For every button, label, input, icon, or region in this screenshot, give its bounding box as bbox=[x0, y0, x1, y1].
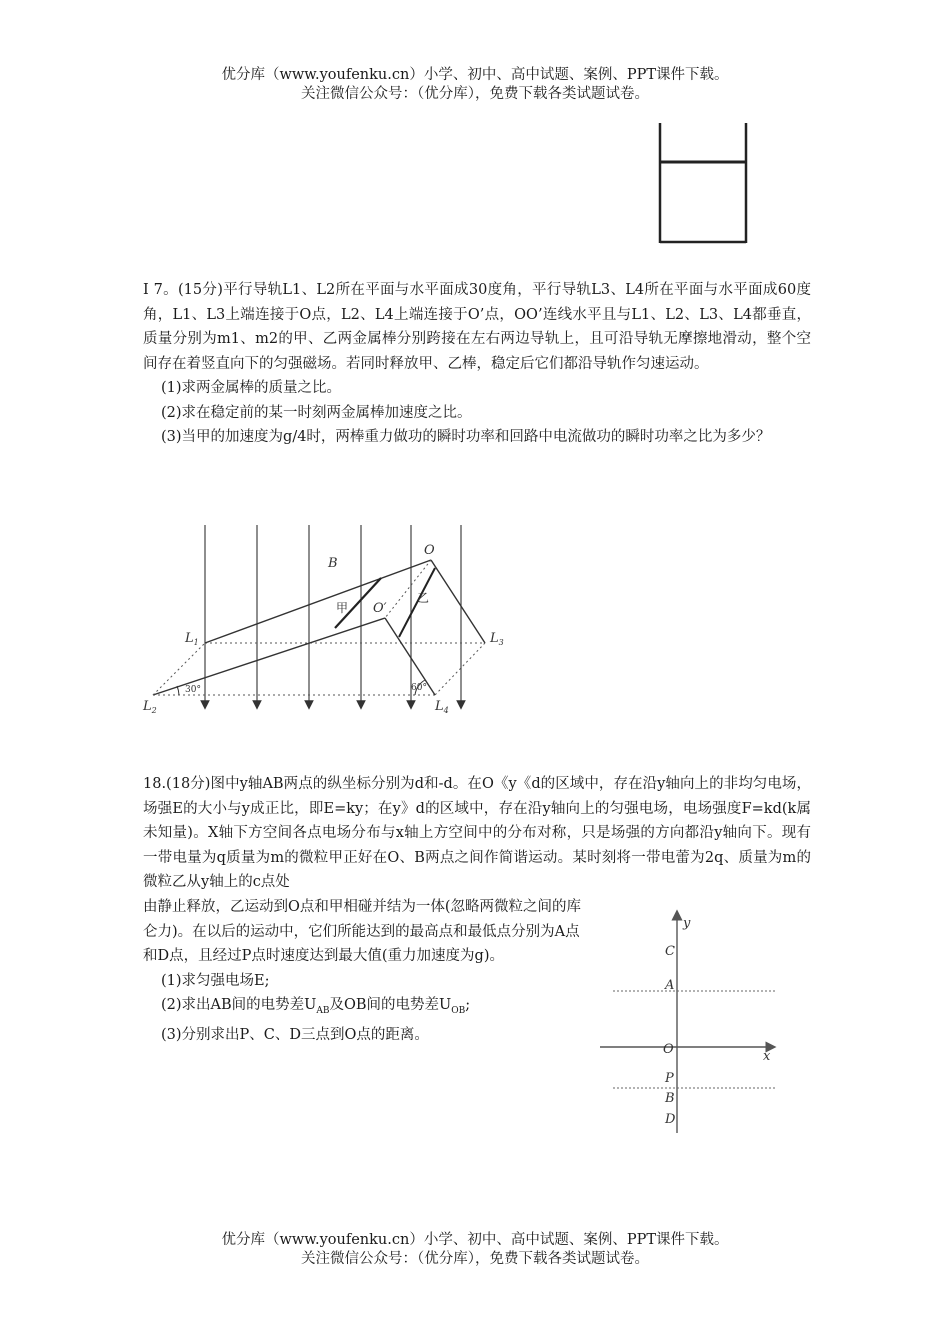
q18-sub-3: (3)分别求出P、C、D三点到O点的距离。 bbox=[161, 1027, 429, 1044]
label-b: B bbox=[328, 556, 338, 571]
label-c: C bbox=[665, 944, 675, 959]
q18-stem-wide: 18.(18分)图中y轴AB两点的纵坐标分别为d和-d。在O《y《d的区域中，存在沿y轴向上的非均匀电场，场强E的大小与y成正比，即E=ky；在y》d的区域中，存在沿y轴向上的匀强电场，电场强度F=kd(k属未知量)。X轴下方空间各点电场分布与x轴上方空间中的分布对称，只是场强的方向都沿y轴向下。现有一带电量为q质量为m的微粒甲正好在O、B两点之间作简谐运动。某时刻将一带电蕾为2q、质量为m的微粒乙从y轴上的c点处 bbox=[143, 776, 811, 890]
angle-30-arc bbox=[177, 686, 179, 695]
q17-sub-1: (1)求两金属棒的质量之比。 bbox=[161, 380, 342, 396]
q17-rails-figure bbox=[135, 520, 535, 720]
label-d: D bbox=[665, 1112, 676, 1127]
rail-l2 bbox=[153, 618, 385, 695]
label-l3: $L_3$ bbox=[490, 631, 504, 647]
label-o: O bbox=[424, 543, 435, 558]
header-line-1: 优分库（www.youfenku.cn）小学、初中、高中试题、案例、PPT课件下载。 bbox=[221, 67, 729, 83]
page-header bbox=[0, 66, 950, 104]
container-figure bbox=[650, 118, 760, 248]
label-b: B bbox=[665, 1091, 675, 1106]
label-p: P bbox=[665, 1071, 674, 1086]
label-yi: 乙 bbox=[417, 591, 430, 605]
rail-l4 bbox=[385, 618, 435, 695]
label-o: O bbox=[663, 1042, 674, 1057]
label-jia: 甲 bbox=[336, 601, 349, 615]
q18-sub-2: (2)求出AB间的电势差$U_{AB}$及OB间的电势差$U_{OB}$; bbox=[161, 997, 471, 1016]
q18-sub-1: (1)求匀强电场E; bbox=[161, 972, 270, 989]
q17-sub-2: (2)求在稳定前的某一时刻两金属棒加速度之比。 bbox=[161, 404, 472, 421]
question-18-continued bbox=[143, 895, 583, 1048]
label-l4: $L_4$ bbox=[435, 699, 449, 715]
q17-stem: I 7。(15分)平行导轨L1、L2所在平面与水平面成30度角，平行导轨L3、L4所在平面与水平面成60度角，L1、L3上端连接于O点，L2、L4上端连接于O’点，OO’连线水平且与L1、L2、L3、L4都垂直，质量分别为m1、m2的甲、乙两金属棒分别跨接在左右两边导轨上，且可沿导轨无摩擦地滑动，整个空间存在着竖直向下的匀强磁场。若同时释放甲、乙棒，稳定后它们都沿导轨作匀速运动。 bbox=[143, 282, 811, 372]
question-18-stem bbox=[143, 772, 811, 895]
label-angle-30: 30° bbox=[185, 685, 201, 695]
label-angle-60: 60° bbox=[411, 683, 427, 693]
rail-l1 bbox=[205, 560, 431, 643]
question-17 bbox=[143, 278, 811, 450]
label-l1: $L_1$ bbox=[185, 631, 199, 647]
footer-line-2: 关注微信公众号：（优分库），免费下载各类试题试卷。 bbox=[301, 1251, 649, 1267]
header-line-2: 关注微信公众号：（优分库），免费下载各类试题试卷。 bbox=[301, 86, 649, 102]
label-a: A bbox=[665, 978, 675, 993]
rail-l3-l4-end bbox=[435, 643, 485, 695]
label-x: x bbox=[763, 1049, 771, 1064]
magnetic-field-lines bbox=[205, 525, 461, 705]
label-o-prime: O′ bbox=[373, 601, 387, 616]
footer-line-1: 优分库（www.youfenku.cn）小学、初中、高中试题、案例、PPT课件下载。 bbox=[221, 1232, 729, 1248]
rail-l3 bbox=[431, 560, 485, 643]
q18-axis-figure bbox=[595, 905, 795, 1140]
q18-stem-narrow: 由静止释放，乙运动到O点和甲相碰并结为一体(忽略两微粒之间的库仑力)。在以后的运动中，它们所能达到的最高点和最低点分别为A点和D点，且经过P点时速度达到最大值(重力加速度为g)。 bbox=[143, 899, 582, 964]
page-footer bbox=[0, 1231, 950, 1269]
q17-sub-3: (3)当甲的加速度为g/4时，两棒重力做功的瞬时功率和回路中电流做功的瞬时功率之比为多少？ bbox=[161, 429, 771, 445]
label-y: y bbox=[683, 916, 691, 931]
label-l2: $L_2$ bbox=[143, 699, 157, 715]
